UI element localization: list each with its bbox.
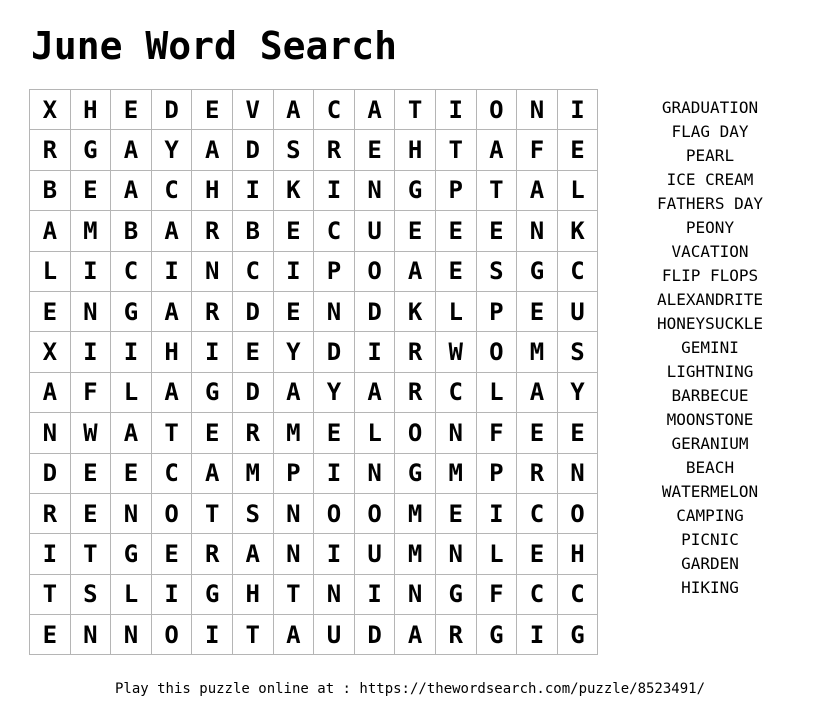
grid-cell[interactable]: I [476, 493, 517, 533]
grid-cell[interactable]: N [70, 291, 111, 331]
grid-cell[interactable]: C [111, 251, 152, 291]
grid-cell[interactable]: I [314, 453, 355, 493]
grid-row [30, 211, 598, 251]
grid-cell[interactable]: M [395, 534, 436, 574]
grid-cell[interactable]: D [314, 332, 355, 372]
grid-cell[interactable]: N [435, 534, 476, 574]
word-list-item: GARDEN [681, 554, 739, 573]
grid-cell[interactable]: S [70, 574, 111, 614]
grid-cell[interactable]: R [192, 291, 233, 331]
grid-cell[interactable]: O [151, 493, 192, 533]
grid-cell[interactable]: I [30, 534, 71, 574]
grid-cell[interactable]: I [151, 574, 192, 614]
grid-cell[interactable]: P [273, 453, 314, 493]
word-list-item: WATERMELON [661, 482, 759, 501]
grid-cell[interactable]: G [435, 574, 476, 614]
grid-cell[interactable]: I [192, 615, 233, 655]
grid-cell[interactable]: T [192, 493, 233, 533]
grid-cell[interactable]: E [314, 413, 355, 453]
grid-cell[interactable]: G [476, 615, 517, 655]
word-list-item: PEONY [685, 218, 735, 237]
grid-cell[interactable]: H [70, 90, 111, 130]
grid-cell[interactable]: A [273, 615, 314, 655]
word-list-item: BARBECUE [671, 386, 749, 405]
grid-cell[interactable]: N [354, 453, 395, 493]
grid-cell[interactable]: E [273, 211, 314, 251]
grid-row [30, 251, 598, 291]
grid-cell[interactable]: T [30, 574, 71, 614]
grid-cell[interactable]: M [273, 413, 314, 453]
grid-cell[interactable]: D [354, 291, 395, 331]
grid-cell[interactable]: D [232, 130, 273, 170]
word-list-item: FLAG DAY [671, 122, 749, 141]
grid-cell[interactable]: M [232, 453, 273, 493]
grid-cell[interactable]: B [232, 211, 273, 251]
grid-cell[interactable]: P [435, 170, 476, 210]
grid-cell[interactable]: A [111, 413, 152, 453]
grid-row [30, 534, 598, 574]
grid-cell[interactable]: O [354, 493, 395, 533]
grid-cell[interactable]: R [517, 453, 558, 493]
grid-cell[interactable]: I [435, 90, 476, 130]
word-list-item: ALEXANDRITE [657, 290, 763, 309]
grid-cell[interactable]: C [557, 574, 598, 614]
grid-cell[interactable]: G [111, 534, 152, 574]
grid-cell[interactable]: O [476, 332, 517, 372]
grid-cell[interactable]: U [354, 534, 395, 574]
grid-cell[interactable]: D [354, 615, 395, 655]
grid-cell[interactable]: N [273, 493, 314, 533]
grid-row [30, 372, 598, 412]
grid-cell[interactable]: E [30, 291, 71, 331]
grid-cell[interactable]: B [111, 211, 152, 251]
grid-cell[interactable]: O [395, 413, 436, 453]
grid-row [30, 90, 598, 130]
grid-cell[interactable]: H [395, 130, 436, 170]
grid-cell[interactable]: M [435, 453, 476, 493]
grid-cell[interactable]: I [314, 170, 355, 210]
grid-cell[interactable]: I [111, 332, 152, 372]
grid-cell[interactable]: C [517, 493, 558, 533]
grid-cell[interactable]: X [30, 332, 71, 372]
grid-cell[interactable]: S [557, 332, 598, 372]
grid-cell[interactable]: M [517, 332, 558, 372]
grid-cell[interactable]: L [476, 372, 517, 412]
grid-cell[interactable]: O [151, 615, 192, 655]
grid-cell[interactable]: G [70, 130, 111, 170]
grid-cell[interactable]: N [111, 493, 152, 533]
grid-cell[interactable]: N [435, 413, 476, 453]
grid-cell[interactable]: A [151, 372, 192, 412]
grid-cell[interactable]: I [517, 615, 558, 655]
grid-cell[interactable]: U [557, 291, 598, 331]
grid-cell[interactable]: C [151, 170, 192, 210]
grid-cell[interactable]: L [354, 413, 395, 453]
grid-cell[interactable]: E [111, 453, 152, 493]
grid-cell[interactable]: R [192, 211, 233, 251]
grid-cell[interactable]: Y [314, 372, 355, 412]
grid-cell[interactable]: G [395, 170, 436, 210]
word-list-item: PICNIC [681, 530, 739, 549]
grid-cell[interactable]: T [476, 170, 517, 210]
grid-cell[interactable]: E [517, 291, 558, 331]
grid-cell[interactable]: K [273, 170, 314, 210]
grid-cell[interactable]: F [476, 413, 517, 453]
grid-cell[interactable]: S [232, 493, 273, 533]
grid-cell[interactable]: I [354, 574, 395, 614]
grid-cell[interactable]: E [557, 130, 598, 170]
grid-cell[interactable]: A [273, 90, 314, 130]
grid-cell[interactable]: A [232, 534, 273, 574]
grid-cell[interactable]: H [192, 170, 233, 210]
grid-cell[interactable]: S [476, 251, 517, 291]
grid-cell[interactable]: G [557, 615, 598, 655]
grid-cell[interactable]: T [70, 534, 111, 574]
grid-cell[interactable]: C [435, 372, 476, 412]
grid-cell[interactable]: W [70, 413, 111, 453]
grid-cell[interactable]: E [30, 615, 71, 655]
grid-cell[interactable]: I [314, 534, 355, 574]
grid-cell[interactable]: R [395, 372, 436, 412]
grid-cell[interactable]: N [557, 453, 598, 493]
grid-cell[interactable]: L [435, 291, 476, 331]
grid-cell[interactable]: F [517, 130, 558, 170]
grid-cell[interactable]: I [70, 251, 111, 291]
grid-cell[interactable]: N [30, 413, 71, 453]
grid-cell[interactable]: I [192, 332, 233, 372]
grid-cell[interactable]: A [354, 372, 395, 412]
grid-cell[interactable]: X [30, 90, 71, 130]
grid-cell[interactable]: C [314, 90, 355, 130]
grid-cell[interactable]: P [476, 291, 517, 331]
grid-cell[interactable]: L [557, 170, 598, 210]
word-list-item: HONEYSUCKLE [657, 314, 763, 333]
grid-cell[interactable]: E [111, 90, 152, 130]
grid-cell[interactable]: A [192, 130, 233, 170]
grid-cell[interactable]: F [476, 574, 517, 614]
grid-cell[interactable]: E [517, 413, 558, 453]
grid-cell[interactable]: K [395, 291, 436, 331]
grid-cell[interactable]: V [232, 90, 273, 130]
grid-cell[interactable]: N [314, 291, 355, 331]
grid-cell[interactable]: A [395, 615, 436, 655]
grid-cell[interactable]: H [151, 332, 192, 372]
grid-row [30, 453, 598, 493]
grid-cell[interactable]: E [232, 332, 273, 372]
word-list-item: FLIP FLOPS [661, 266, 759, 285]
grid-cell[interactable]: I [232, 170, 273, 210]
grid-cell[interactable]: A [192, 453, 233, 493]
grid-cell[interactable]: A [111, 170, 152, 210]
grid-cell[interactable]: E [435, 493, 476, 533]
word-list [640, 96, 780, 600]
grid-cell[interactable]: K [557, 211, 598, 251]
grid-cell[interactable]: P [314, 251, 355, 291]
grid-cell[interactable]: R [30, 493, 71, 533]
grid-cell[interactable]: A [273, 372, 314, 412]
word-list-item: GEMINI [681, 338, 739, 357]
grid-cell[interactable]: A [151, 291, 192, 331]
word-list-item: PEARL [685, 146, 735, 165]
grid-cell[interactable]: T [435, 130, 476, 170]
grid-cell[interactable]: A [354, 90, 395, 130]
grid-cell[interactable]: H [232, 574, 273, 614]
grid-cell[interactable]: T [273, 574, 314, 614]
grid-row [30, 130, 598, 170]
grid-cell[interactable]: C [151, 453, 192, 493]
grid-cell[interactable]: E [70, 493, 111, 533]
grid-cell[interactable]: G [192, 372, 233, 412]
word-list-item: LIGHTNING [666, 362, 754, 381]
grid-cell[interactable]: E [435, 211, 476, 251]
grid-cell[interactable]: O [314, 493, 355, 533]
grid-cell[interactable]: C [557, 251, 598, 291]
grid-cell[interactable]: E [517, 534, 558, 574]
word-list-item: HIKING [681, 578, 739, 597]
grid-cell[interactable]: A [395, 251, 436, 291]
grid-cell[interactable]: A [517, 170, 558, 210]
grid-row [30, 291, 598, 331]
page-title: June Word Search [31, 24, 398, 68]
grid-cell[interactable]: R [314, 130, 355, 170]
grid-cell[interactable]: A [30, 372, 71, 412]
grid-cell[interactable]: N [395, 574, 436, 614]
grid-cell[interactable]: I [70, 332, 111, 372]
grid-cell[interactable]: N [273, 534, 314, 574]
word-list-item: BEACH [685, 458, 735, 477]
grid-cell[interactable]: E [273, 291, 314, 331]
grid-cell[interactable]: N [70, 615, 111, 655]
grid-cell[interactable]: O [354, 251, 395, 291]
grid-cell[interactable]: N [354, 170, 395, 210]
word-list-item: GRADUATION [661, 98, 759, 117]
grid-cell[interactable]: G [517, 251, 558, 291]
grid-cell[interactable]: I [273, 251, 314, 291]
grid-cell[interactable]: L [30, 251, 71, 291]
grid-cell[interactable]: R [395, 332, 436, 372]
grid-cell[interactable]: B [30, 170, 71, 210]
grid-cell[interactable]: M [70, 211, 111, 251]
grid-cell[interactable]: A [30, 211, 71, 251]
grid-cell[interactable]: T [395, 90, 436, 130]
word-list-item: ICE CREAM [666, 170, 754, 189]
grid-cell[interactable]: E [192, 90, 233, 130]
grid-cell[interactable]: N [314, 574, 355, 614]
grid-cell[interactable]: O [476, 90, 517, 130]
grid-cell[interactable]: Y [273, 332, 314, 372]
grid-cell[interactable]: E [476, 211, 517, 251]
grid-cell[interactable]: E [435, 251, 476, 291]
grid-row [30, 413, 598, 453]
grid-cell[interactable]: D [232, 372, 273, 412]
grid-cell[interactable]: E [151, 534, 192, 574]
grid-row [30, 574, 598, 614]
grid-cell[interactable]: T [232, 615, 273, 655]
grid-cell[interactable]: U [314, 615, 355, 655]
word-list-item: GERANIUM [671, 434, 749, 453]
grid-cell[interactable]: L [476, 534, 517, 574]
grid-cell[interactable]: D [30, 453, 71, 493]
grid-cell[interactable]: N [111, 615, 152, 655]
grid-cell[interactable]: D [232, 291, 273, 331]
grid-cell[interactable]: R [435, 615, 476, 655]
grid-cell[interactable]: E [70, 453, 111, 493]
grid-cell[interactable]: N [517, 211, 558, 251]
grid-cell[interactable]: A [151, 211, 192, 251]
grid-cell[interactable]: A [476, 130, 517, 170]
grid-cell[interactable]: L [111, 372, 152, 412]
grid-cell[interactable]: C [232, 251, 273, 291]
grid-row [30, 493, 598, 533]
grid-cell[interactable]: O [557, 493, 598, 533]
grid-cell[interactable]: I [354, 332, 395, 372]
grid-cell[interactable]: C [314, 211, 355, 251]
grid-cell[interactable]: A [111, 130, 152, 170]
grid-cell[interactable]: M [395, 493, 436, 533]
grid-cell[interactable]: C [517, 574, 558, 614]
grid-cell[interactable]: L [111, 574, 152, 614]
grid-cell[interactable]: H [557, 534, 598, 574]
grid-cell[interactable]: R [192, 534, 233, 574]
grid-cell[interactable]: A [517, 372, 558, 412]
grid-cell[interactable]: S [273, 130, 314, 170]
grid-cell[interactable]: F [70, 372, 111, 412]
grid-cell[interactable]: G [192, 574, 233, 614]
grid-cell[interactable]: Y [151, 130, 192, 170]
grid-cell[interactable]: I [151, 251, 192, 291]
word-list-item: CAMPING [676, 506, 744, 525]
word-list-item: MOONSTONE [666, 410, 754, 429]
grid-cell[interactable]: P [476, 453, 517, 493]
grid-cell[interactable]: T [151, 413, 192, 453]
grid-cell[interactable]: E [395, 211, 436, 251]
letter-grid[interactable] [29, 89, 598, 655]
grid-cell[interactable]: U [354, 211, 395, 251]
grid-cell[interactable]: E [70, 170, 111, 210]
grid-cell[interactable]: E [354, 130, 395, 170]
footer-url-text: Play this puzzle online at : https://thewordsearch.com/puzzle/8523491/ [114, 681, 705, 697]
grid-row [30, 615, 598, 655]
grid-cell[interactable]: E [192, 413, 233, 453]
grid-cell[interactable]: Y [557, 372, 598, 412]
grid-cell[interactable]: I [557, 90, 598, 130]
grid-cell[interactable]: R [30, 130, 71, 170]
grid-row [30, 332, 598, 372]
grid-cell[interactable]: R [232, 413, 273, 453]
word-list-item: FATHERS DAY [657, 194, 763, 213]
word-list-item: VACATION [671, 242, 749, 261]
grid-cell[interactable]: N [517, 90, 558, 130]
grid-cell[interactable]: G [111, 291, 152, 331]
grid-cell[interactable]: N [192, 251, 233, 291]
grid-cell[interactable]: E [557, 413, 598, 453]
grid-cell[interactable]: G [395, 453, 436, 493]
grid-cell[interactable]: W [435, 332, 476, 372]
grid-row [30, 170, 598, 210]
grid-cell[interactable]: D [151, 90, 192, 130]
